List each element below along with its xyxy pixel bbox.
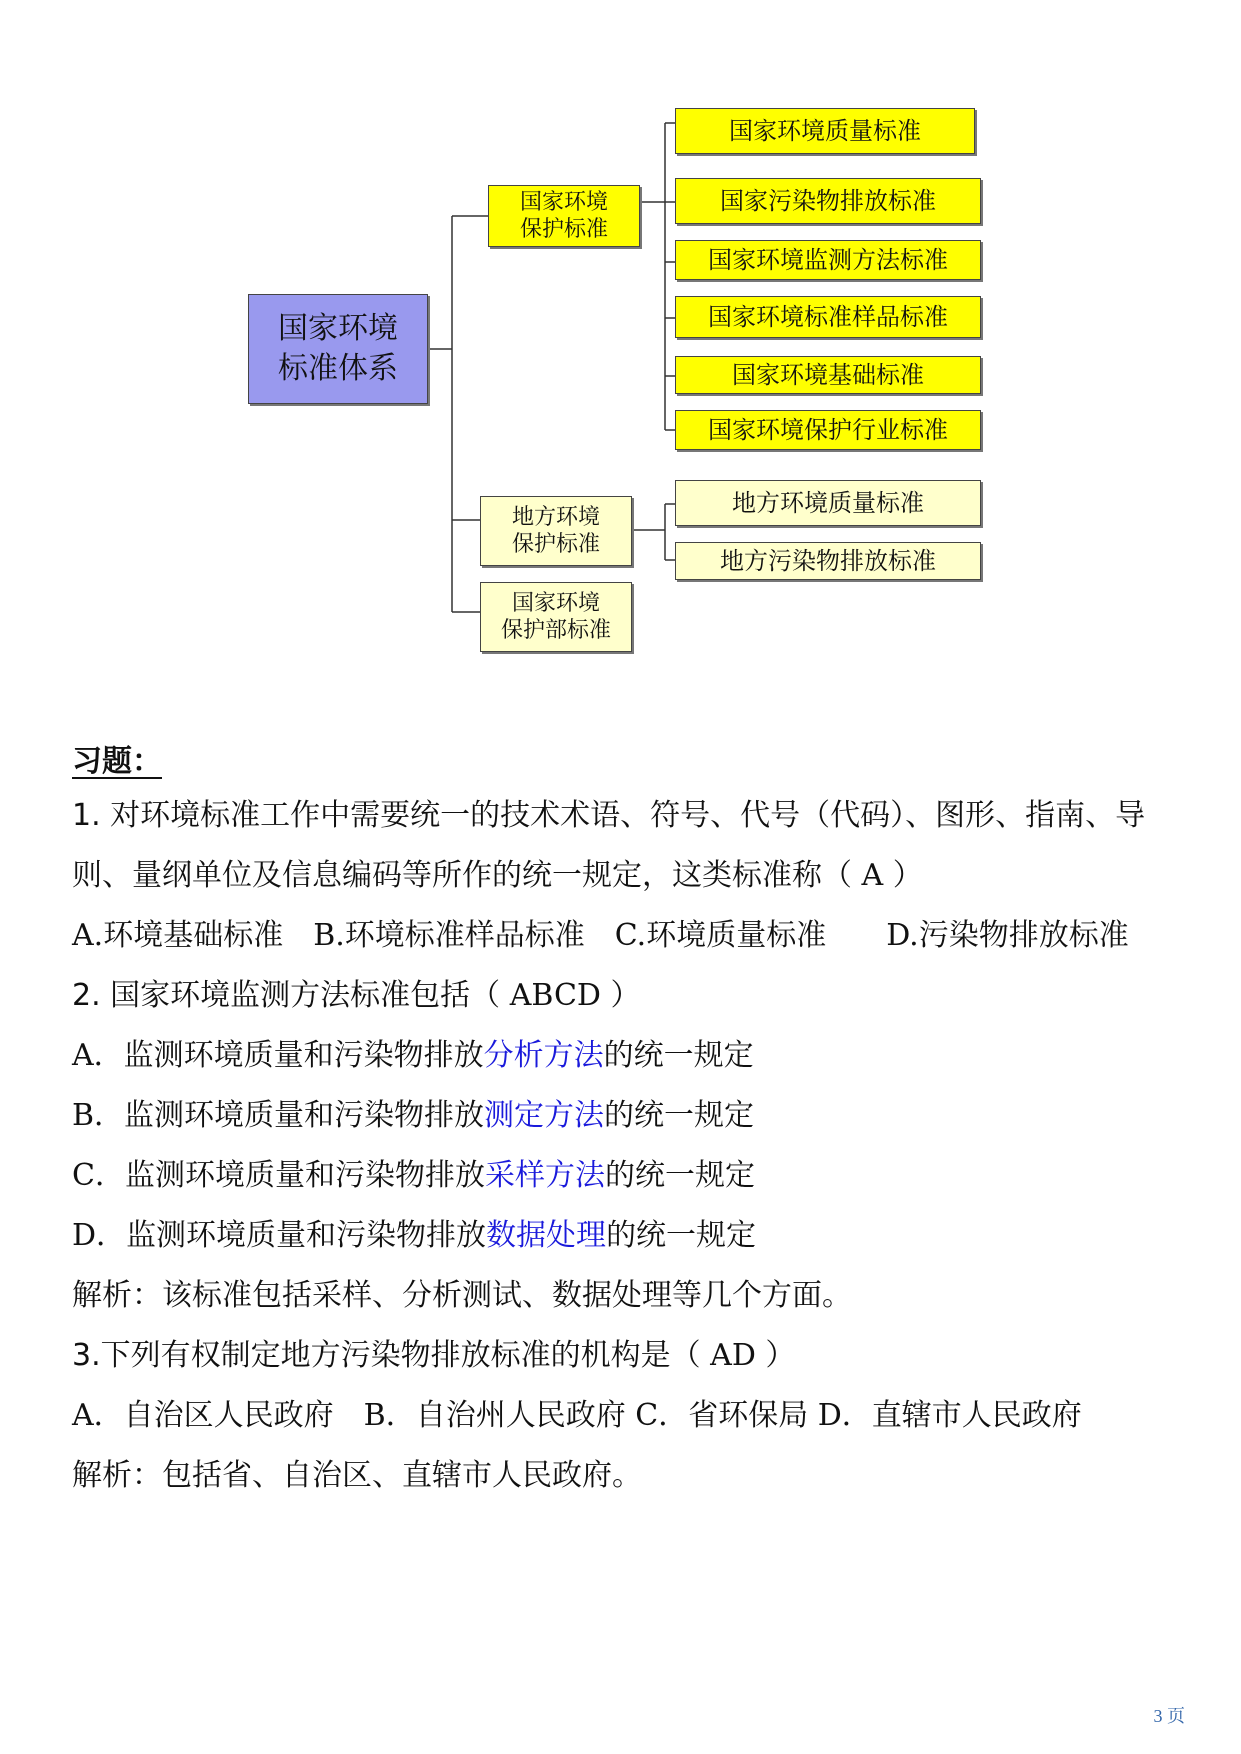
question-number: 2.: [72, 978, 101, 1013]
question-3-analysis: 解析：包括省、自治区、直辖市人民政府。: [72, 1458, 642, 1493]
option-prefix: 监测环境质量和污染物排放: [126, 1218, 487, 1253]
question-text: 下列有权制定地方污染物排放标准的机构是（ AD ）: [100, 1338, 796, 1373]
question-text: 对环境标准工作中需要统一的技术术语、符号、代号（代码）、图形、指南、导则、量纲单位及信息编码等所作的统一规定，这类标准称（ A ）: [72, 798, 1146, 893]
option-suffix: 的统一规定: [604, 1158, 755, 1193]
question-number: 3.: [72, 1338, 101, 1373]
page-number: 3 页: [1153, 1706, 1185, 1726]
option-letter: A．: [72, 1038, 124, 1073]
exercises-body: [72, 786, 1182, 1506]
option-key-term: 采样方法: [484, 1158, 605, 1193]
option-letter: C．: [72, 1158, 125, 1193]
leaf-node: 国家环境基础标准: [675, 356, 981, 394]
question-2-option-a: [72, 1026, 1182, 1086]
option-prefix: 监测环境质量和污染物排放: [123, 1038, 484, 1073]
leaf-node: 国家污染物排放标准: [675, 178, 981, 224]
question-text: 国家环境监测方法标准包括（ ABCD ）: [110, 978, 641, 1013]
root-node: 国家环境 标准体系: [248, 294, 428, 404]
question-2-option-b: [72, 1086, 1182, 1146]
option-suffix: 的统一规定: [606, 1218, 757, 1253]
option-prefix: 监测环境质量和污染物排放: [124, 1098, 485, 1133]
question-2-option-d: [72, 1206, 1182, 1266]
standards-hierarchy-diagram: [0, 0, 1241, 680]
option-prefix: 监测环境质量和污染物排放: [124, 1158, 485, 1193]
question-2: [72, 966, 1182, 1026]
option-letter: D．: [72, 1218, 127, 1253]
branch-local-node: 地方环境 保护标准: [480, 496, 632, 566]
option-suffix: 的统一规定: [603, 1038, 754, 1073]
option-key-term: 数据处理: [486, 1218, 607, 1253]
question-2-analysis: 解析：该标准包括采样、分析测试、数据处理等几个方面。: [72, 1278, 852, 1313]
branch-national-node: 国家环境 保护标准: [488, 185, 640, 247]
branch-ministry-node: 国家环境 保护部标准: [480, 582, 632, 652]
question-number: 1.: [72, 798, 101, 833]
option-key-term: 分析方法: [483, 1038, 604, 1073]
leaf-node: 地方污染物排放标准: [675, 542, 981, 580]
question-1-options: A.环境基础标准 B.环境标准样品标准 C.环境质量标准 D.污染物排放标准: [72, 918, 1129, 953]
question-3-options: A．自治区人民政府 B．自治州人民政府 C．省环保局 D．直辖市人民政府: [72, 1398, 1082, 1433]
question-3: [72, 1326, 1182, 1386]
leaf-node: 国家环境监测方法标准: [675, 240, 981, 280]
leaf-node: 国家环境保护行业标准: [675, 410, 981, 450]
option-letter: B．: [72, 1098, 125, 1133]
leaf-node: 地方环境质量标准: [675, 480, 981, 526]
leaf-node: 国家环境标准样品标准: [675, 296, 981, 338]
option-suffix: 的统一规定: [604, 1098, 755, 1133]
option-key-term: 测定方法: [484, 1098, 605, 1133]
exercises-heading: 习题：: [72, 744, 162, 779]
question-1: [72, 786, 1182, 906]
leaf-node: 国家环境质量标准: [675, 108, 975, 154]
question-2-option-c: [72, 1146, 1182, 1206]
connector-lines: [0, 0, 1241, 680]
